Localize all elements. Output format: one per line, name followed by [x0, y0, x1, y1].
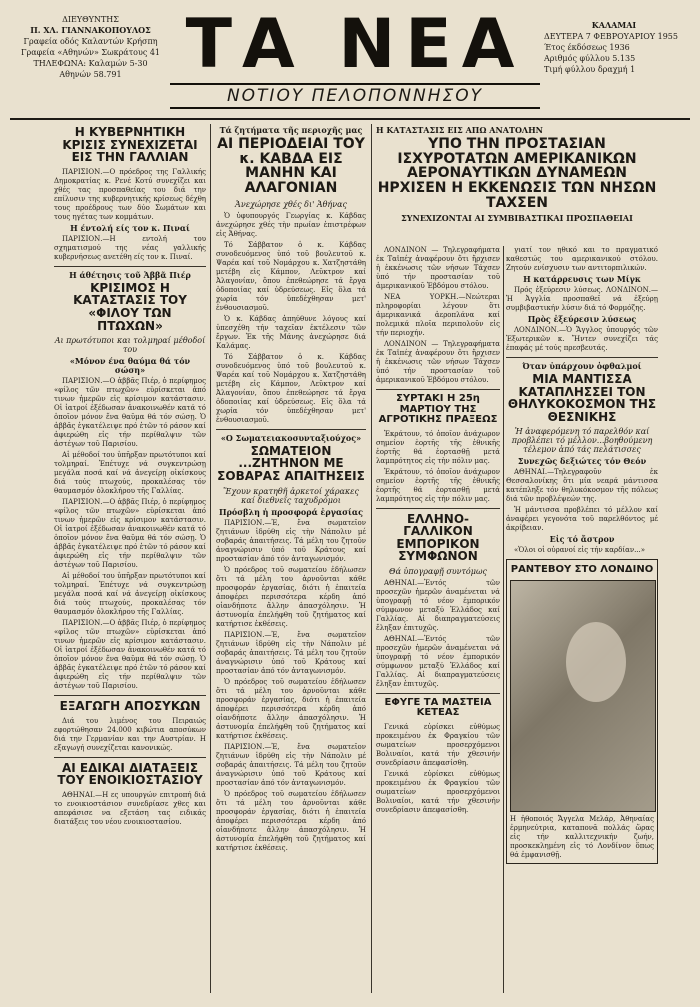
article-headline: ΣΥΡΤΑΚΙ Η 25η ΜΑΡΤΙΟΥ ΤΗΣ ΑΓΡΟΤΙΚΗΣ ΠΡΑΞΕΩΣ	[378, 393, 498, 425]
article-headline: Η ΚΥΒΕΡΝΗΤΙΚΗ ΚΡΙΣΙΣ ΣΥΝΕΧΙΖΕΤΑΙ ΕΙΣ ΤΗΝ ΓΑΛΛΙΑΝ	[62, 125, 198, 165]
article-paragraph: ΑΘΗΝΑΙ.—Ἐντός τῶν προσεχῶν ἡμερῶν ἀναμένεται νά ὑπογραφῇ τό νέον ἐμπορικόν σύμφωνον μεταξύ Ἑλλάδος καί Γαλλίας. Αἱ διαπραγματεύσεις ἔληξαν ἐπιτυχῶς.	[376, 578, 500, 632]
date: ΔΕΥΤΕΡΑ 7 ΦΕΒΡΟΥΑΡΙΟΥ 1955	[544, 32, 678, 41]
article-paragraph: ΠΑΡΙΣΙΟΝ.—Ἐ, ἔνα σωματεῖον ζητιάνων ἱδρύθη εἰς τὴν Νάπολιν μέ σοβαράς ἀπαιτήσεις. Τά μέλη του ζητοῦν ἀναγνώρισιν ὑπό τοῦ Κράτους καί προστασίαν ἀπό τόν ἀνταγωνισμόν.	[216, 630, 366, 675]
article-lead: «Μόνον ένα θαύμα θά τόν σώση»	[69, 356, 191, 376]
article-paragraph: ΑΘΗΝΑΙ.—Η ες υπουργών επιτροπή διά το ενοικιοστάσιον συνεδρίασε χθες και απεφάσισε να εξετάση τας ειδικάς διατάξεις του νέου ενοικιοστασίου.	[54, 790, 206, 826]
article-body	[506, 468, 658, 555]
newspaper-title: ΤΑ ΝΕΑ	[185, 5, 525, 84]
article-body	[376, 246, 500, 385]
separator	[376, 508, 500, 509]
article-subheading: Ἀνεχώρησε χθές δι' Ἀθήνας	[235, 199, 347, 209]
article-subheading: Ἡ ἀναφερόμενη τό παρελθόν καί προβλέπει τό μέλλον...βοηθούμενη τέλεμον ἀπό τάς πελάτισσες	[511, 427, 653, 455]
article-body	[376, 579, 500, 689]
column-divider	[371, 124, 372, 993]
article-subheading: Ἕχουν κρατηθῆ ἀρκετοί χάρακες καί διεθνεῖς ταχυδρόμοι	[223, 486, 359, 505]
article-subheading: Εἰς τό ἄστρον	[549, 534, 615, 545]
article-paragraph: ΠΑΡΙΣΙΟΝ.—Η εντολή του σχηματισμού της νέας γαλλικής κυβερνήσεως ανετέθη είς τον κ. Πιναί.	[54, 234, 206, 261]
newspaper-subtitle: ΝΟΤΙΟΥ ΠΕΛΟΠΟΝΝΗΣΟΥ	[170, 83, 540, 109]
article-paragraph: ΛΟΝΔΙΝΟΝ — Τηλεγραφήματα ἐκ Ταϊπέχ ἀναφέρουν ὅτι ἤρχισεν ἡ ἐκκένωσις τῶν νήσων Τάχσεν ὑπό τήν προστασίαν τοῦ ἀμερικανικοῦ Ἑβδόμου στόλου.	[376, 246, 500, 290]
article-kicker: Η άθέτησις τοῦ Ἀββᾶ Πιέρ	[69, 269, 191, 280]
article-body	[54, 377, 206, 691]
article-paragraph: Ὁ πρόεδρος τοῦ σωματείου ἐδήλωσεν ὅτι τά μέλη του ἀρνοῦνται κάθε προσφοράν ἐργασίας, διότι ἡ ἐπαιτεία ἀποφέρει περισσότερα κέρδη ἀπό οἱανδήποτε ἄλλην ἀπασχόλησιν. Ἡ ἀστυνομία ἐπελήφθη τοῦ ζητήματος καί κατήρτισε ἐκθέσεις.	[216, 677, 366, 740]
article-kicker: Η ΚΑΤΑΣΤΑΣΙΣ ΕΙΣ ΑΠΩ ΑΝΑΤΟΛΗΝ	[376, 125, 543, 135]
director-name: Π. ΧΛ. ΓΙΑΝΝΑΚΟΠΟΥΛΟΣ	[30, 25, 151, 35]
photo-feature	[506, 559, 658, 864]
article-body	[216, 519, 366, 853]
article-kicker: Όταν ὑπάρχουν ὀφθαλμοί	[522, 361, 642, 371]
article-body	[506, 246, 658, 353]
article-headline: ΚΡΙΣΙΜΟΣ Η ΚΑΤΑΣΤΑΣΙΣ ΤΟΥ «ΦΙΛΟΥ ΤΩΝ ΠΤΩΧΩΝ»	[73, 280, 187, 333]
article-paragraph: ΛΟΝΔΙΝΟΝ — Τηλεγραφήματα ἐκ Ταϊπέχ ἀναφέρουν ὅτι ἤρχισεν ἡ ἐκκένωσις τῶν νήσων Τάχσεν ὑπό τήν προστασίαν τοῦ ἀμερικανικοῦ Ἑβδόμου στόλου.	[376, 340, 500, 384]
lead-subheading: ΣΥΝΕΧΙΖΟΝΤΑΙ ΑΙ ΣΥΜΒΙΒΑΣΤΙΚΑΙ ΠΡΟΣΠΑΘΕΙΑΙ	[401, 213, 633, 224]
article-subheading: Η κατάρρευσις των Μίγκ	[523, 274, 641, 284]
photo-caption: Η ἠθοποιός Ἄγγελα Μελάρ, Ἀθηναίας ἐρμηνεύτρια, καταπονᾶ πολλάς ὥρας εἰς τήν καλλιτεχνικήν ζωήν, προσκεκλημένη εἰς τό Λονδίνον ὅπως θά ἐμφανισθῇ.	[510, 814, 654, 859]
article-headline: ΣΩΜΑΤΕΙΟΝ ...ΖΗΤΗΝΟΝ ΜΕ ΣΟΒΑΡΑΣ ΑΠΑΙΤΗΣΕΙΣ	[217, 443, 365, 483]
article-paragraph: Ἐκράτουν, τό ὁποῖον ἀνάχωρον σημείον ἑορτῆς τῆς ἐθνικῆς ἑορτῆς θά ἑορτασθῇ μετά λαμπρότητος εἰς τὴν πόλιν μας.	[376, 429, 500, 465]
masthead	[0, 0, 700, 118]
lead-story-header	[376, 124, 658, 242]
article-paragraph: ΠΑΡΙΣΙΟΝ.—Ο πρόεδρος της Γαλλικής Δημοκρατίας κ. Ρενέ Κοτύ συνεχίζει και χθές τας προσπαθείας του διά την επίλυσιν της κυβερνητικής κρίσεως δέχθη τους προέδρους των δύο Σωμάτων και τους ηγέτας των κομμάτων.	[54, 167, 206, 221]
article-headline: ΜΙΑ ΜΑΝΤΙΣΣΑ ΚΑΤΑΠΛΗΣΣΕΙ ΤΟΝ ΘΗΛΥΚΟΚΟΣΜΟΝ ΤΗΣ ΘΕΣΝΙΚΗΣ	[507, 372, 657, 424]
masthead-rule	[10, 118, 690, 120]
article-paragraph: ΑΘΗΝΑΙ.—Τηλεγραφοῦν ἐκ Θεσσαλονίκης ὅτι μία νεαρά μάντισσα κατέπληξε τόν θηλυκόκοσμον τῆς πόλεως διά τῶν προβλέψεών της.	[506, 468, 658, 504]
article-subheading: Συνεχῶς δεξιώτες τόν Θεόν	[517, 456, 647, 467]
article-paragraph: Πρός ἐξεύρεσιν λύσεως. ΛΟΝΔΙΝΟΝ.—Ἡ Ἀγγλία προσπαθεῖ νά ἐξεύρῃ συμβιβαστικήν λύσιν διά τό Φορμόζης.	[506, 286, 658, 312]
article-paragraph: Γενικά εὑρίσκει εὐθύμως προκειμένου ἐκ Φραγκίου τῶν σωματείων προσερχόμενοι Βολιναίοι, κατά τήν χθεσινήν συνεδρίασιν ἀπεφασίσθη.	[376, 722, 500, 767]
office-line-2: Γραφεία «Αθηνών» Σωκράτους 41	[20, 48, 161, 57]
masthead-title-block	[170, 5, 540, 112]
article-subheading: Αι πρωτότυποι και τολμηραί μέθοδοί του	[54, 336, 206, 355]
article-body	[54, 791, 206, 827]
article-paragraph: Διά του λιμένος του Πειραιώς εφορτώθησαν 24.000 κιβώτια αποσύκων διά την Γερμανίαν και την Αυστρίαν. Η εξαγωγή συνεχίζεται κανονικώς.	[54, 716, 206, 752]
article-paragraph: Αἱ μέθοδοί του ὑπῆρξαν πρωτότυποι καί τολμηραί. Ἐπέτυχε νά συγκεντρώσῃ μεγάλα ποσά καί νά ἀνεγείρῃ οἰκίσκους διά τούς πτωχούς, προκαλέσας τόν θαυμασμόν ὁλοκλήρου τῆς Γαλλίας.	[54, 572, 206, 617]
article-paragraph: ΠΑΡΙΣΙΟΝ.—Ἐ, ἔνα σωματεῖον ζητιάνων ἱδρύθη εἰς τὴν Νάπολιν μέ σοβαράς ἀπαιτήσεις. Τά μέλη του ζητοῦν ἀναγνώρισιν ὑπό τοῦ Κράτους καί προστασίαν ἀπό τόν ἀνταγωνισμόν.	[216, 742, 366, 787]
separator	[506, 357, 658, 358]
article-body	[54, 168, 206, 262]
article-subheading: Η έντολή είς τον κ. Πιναί	[70, 222, 190, 233]
article-subheading: Πρόσβλη ἡ προσφορά ἐργασίας	[219, 506, 363, 517]
column-1	[54, 124, 206, 993]
issue-number: Αριθμός φύλλου 5.135	[544, 54, 636, 63]
office-line-1: Γραφεία οδός Καλαντών Κρήσπη	[23, 37, 158, 46]
separator	[376, 389, 500, 390]
photo-headline: ΡΑΝΤΕΒΟΥ ΣΤΟ ΛΟΝΔΙΝΟ	[510, 564, 654, 576]
article-kicker: Τά ζητήματα τῆς περιοχῆς μας	[219, 125, 363, 135]
city: ΚΑΛΑΜΑΙ	[591, 20, 637, 30]
article-paragraph: ΠΑΡΙΣΙΟΝ.—Ο ἀββᾶς Πιέρ, ὁ περίφημος «φίλος τῶν πτωχῶν» εὑρίσκεται ἀπό τινων ἡμερῶν εἰς κρίσιμον κατάστασιν. Οἱ ἰατροί ἐξέδωσαν ἀνακοινωθέν κατά τό ὁποῖον μόνον ἕνα θαῦμα θά τόν σώσῃ. Ὁ ἀββᾶς ἐγκατέλειψε πρό ἐτῶν τό ράσον καί ἀφιερώθη εἰς τήν περίθαλψιν τῶν ἀστέγων τοῦ Παρισίου.	[54, 377, 206, 449]
article-paragraph: Ὁ πρόεδρος τοῦ σωματείου ἐδήλωσεν ὅτι τά μέλη του ἀρνοῦνται κάθε προσφοράν ἐργασίας, διότι ἡ ἐπαιτεία ἀποφέρει περισσότερα κέρδη ἀπό οἱανδήποτε ἄλλην ἀπασχόλησιν. Ἡ ἀστυνομία ἐπελήφθη τοῦ ζητήματος καί κατήρτισε ἐκθέσεις.	[216, 565, 366, 628]
article-paragraph: ΝΕΑ ΥΟΡΚΗ.—Νεώτεραι πληροφορίαι λέγουν ὅτι ἀμερικανικά ἀεροπλάνα καί πολεμικά πλοῖα περιπολοῦν εἰς τήν περιοχήν.	[376, 293, 500, 337]
article-subheading: Πρὸς ἐξεύρεσιν λύσεως	[527, 314, 637, 324]
article-paragraph: γιατί τον ηθικό και το πραγματικό καθεστώς του αμερικανικού στόλου. Ζητούν ενίσχυσιν των αντιτορπιλικών.	[506, 246, 658, 272]
column-4	[506, 246, 658, 993]
portrait-photo	[510, 580, 656, 812]
article-paragraph: «Ὁλοι οἱ οὐρανοί εἰς τήν καρδίαν...»	[514, 546, 646, 555]
article-body	[376, 430, 500, 504]
article-kicker: «Ο Σωματειακοσυνταξιούχος»	[220, 432, 362, 443]
article-headline: ΑΙ ΕΔΙΚΑΙ ΔΙΑΤΑΞΕΙΣ ΤΟΥ ΕΝΟΙΚΙΟΣΤΑΣΙΟΥ	[57, 760, 203, 788]
article-paragraph: Γενικά εὑρίσκει εὐθύμως προκειμένου ἐκ Φραγκίου τῶν σωματείων προσερχόμενοι Βολιναίοι, κατά τήν χθεσινήν συνεδρίασιν ἀπεφασίσθη.	[376, 769, 500, 814]
article-paragraph: Ἐκράτουν, τό ὁποῖον ἀνάχωρον σημείον ἑορτῆς τῆς ἐθνικῆς ἑορτῆς θά ἑορτασθῇ μετά λαμπρότητος εἰς τὴν πόλιν μας.	[376, 467, 500, 503]
article-paragraph: Αἱ μέθοδοί του ὑπῆρξαν πρωτότυποι καί τολμηραί. Ἐπέτυχε νά συγκεντρώσῃ μεγάλα ποσά καί νά ἀνεγείρῃ οἰκίσκους διά τούς πτωχούς, προκαλέσας τόν θαυμασμόν ὁλοκλήρου τῆς Γαλλίας.	[54, 451, 206, 496]
article-headline: ΕΦΥΓΕ ΤΑ ΜΑΣΤΕΙΑ ΚΕΤΕΑΣ	[384, 696, 492, 719]
director-label: ΔΙΕΥΘΥΝΤΗΣ	[62, 15, 119, 24]
masthead-right	[544, 20, 684, 75]
separator	[54, 757, 206, 758]
separator	[216, 429, 366, 430]
article-body	[54, 717, 206, 753]
separator	[54, 695, 206, 696]
masthead-left	[18, 14, 163, 80]
article-subheading: Θά ὑπογραφῇ συντόμως	[389, 566, 487, 576]
article-paragraph: Ὁ κ. Κάβδας ἀπηύθυνε λόγους καί ὑπεσχέθη τήν ταχεῖαν ἐκτέλεσιν τῶν ἔργων. Ἐκ τῆς Μάνης ἀνεχώρησε διά Καλάμας.	[216, 314, 366, 350]
phones-label: ΤΗΛΕΦΩΝΑ:	[33, 59, 87, 68]
article-body	[216, 212, 366, 425]
article-paragraph: ΠΑΡΙΣΙΟΝ.—Ο ἀββᾶς Πιέρ, ὁ περίφημος «φίλος τῶν πτωχῶν» εὑρίσκεται ἀπό τινων ἡμερῶν εἰς κρίσιμον κατάστασιν. Οἱ ἰατροί ἐξέδωσαν ἀνακοινωθέν κατά τό ὁποῖον μόνον ἕνα θαῦμα θά τόν σώσῃ. Ὁ ἀββᾶς ἐγκατέλειψε πρό ἐτῶν τό ράσον καί ἀφιερώθη εἰς τήν περίθαλψιν τῶν ἀστέγων τοῦ Παρισίου.	[54, 619, 206, 691]
column-2	[216, 124, 366, 993]
article-paragraph: ΠΑΡΙΣΙΟΝ.—Ἐ, ἔνα σωματεῖον ζητιάνων ἱδρύθη εἰς τὴν Νάπολιν μέ σοβαράς ἀπαιτήσεις. Τά μέλη του ζητοῦν ἀναγνώρισιν ὑπό τοῦ Κράτους καί προστασίαν ἀπό τόν ἀνταγωνισμόν.	[216, 518, 366, 563]
column-divider	[210, 124, 211, 993]
article-headline: ΑΙ ΠΕΡΙΟΔΕΙΑΙ ΤΟΥ κ. ΚΑΒΔΑ ΕΙΣ ΜΑΝΗΝ ΚΑΙ ΑΛΑΓΟΝΙΑΝ	[217, 136, 365, 197]
phones-kalamata: Καλαμών 5-30	[88, 59, 148, 68]
article-paragraph: Τό Σάββατον ὁ κ. Κάβδας συνοδευόμενος ὑπό τοῦ βουλευτοῦ κ. Ψαρέα καί τοῦ Νομάρχου κ. Χατζηστάθη μετέβη εἰς Κάμπον, Λεῦκτρον καί Ἀλαγονίαν, ὅπου ἐπεθεώρησε τά ἔργα ὁδοποιίας καί ὑδρεύσεως. Εἰς ὅλα τά χωρία τόν ὑπεδέχθησαν μετ' ἐνθουσιασμοῦ.	[216, 352, 366, 424]
article-paragraph: ΑΘΗΝΑΙ.—Ἐντός τῶν προσεχῶν ἡμερῶν ἀναμένεται νά ὑπογραφῇ τό νέον ἐμπορικόν σύμφωνον μεταξύ Ἑλλάδος καί Γαλλίας. Αἱ διαπραγματεύσεις ἔληξαν ἐπιτυχῶς.	[376, 634, 500, 688]
article-paragraph: Ὁ ὑφυπουργός Γεωργίας κ. Κάβδας ἀνεχώρησε χθές τὴν πρωίαν ἐπιστρέφων εἰς Ἀθήνας.	[216, 211, 366, 238]
lead-headline: ΥΠΟ ΤΗΝ ΠΡΟΣΤΑΣΙΑΝ ΙΣΧΥΡΟΤΑΤΩΝ ΑΜΕΡΙΚΑΝΙΚΩΝ ΑΕΡΟΝΑΥΤΙΚΩΝ ΔΥΝΑΜΕΩΝ ΗΡΧΙΣΕΝ Η ΕΚΚΕΝΩΣΙΣ ΤΩΝ ΝΗΣΩΝ ΤΑΧΣΕΝ	[377, 136, 657, 211]
price: Τιμή φύλλου δραχμή 1	[544, 65, 636, 74]
article-body	[376, 723, 500, 815]
article-headline: ΕΛΛΗΝΟ-ΓΑΛΛΙΚΟΝ ΕΜΠΟΡΙΚΟΝ ΣΥΜΦΩΝΟΝ	[396, 511, 480, 564]
article-headline: ΕΞΑΓΩΓΗ ΑΠΟΣΥΚΩΝ	[59, 699, 201, 714]
column-divider	[503, 246, 504, 993]
phones-athens: Αθηνών 58.791	[59, 70, 122, 79]
year-of-publication: Έτος έκδόσεως 1936	[544, 43, 630, 52]
portrait-face	[566, 622, 626, 702]
article-paragraph: ΠΑΡΙΣΙΟΝ.—Ο ἀββᾶς Πιέρ, ὁ περίφημος «φίλος τῶν πτωχῶν» εὑρίσκεται ἀπό τινων ἡμερῶν εἰς κρίσιμον κατάστασιν. Οἱ ἰατροί ἐξέδωσαν ἀνακοινωθέν κατά τό ὁποῖον μόνον ἕνα θαῦμα θά τόν σώσῃ. Ὁ ἀββᾶς ἐγκατέλειψε πρό ἐτῶν τό ράσον καί ἀφιερώθη εἰς τήν περίθαλψιν τῶν ἀστέγων τοῦ Παρισίου.	[54, 498, 206, 570]
article-paragraph: Ὁ πρόεδρος τοῦ σωματείου ἐδήλωσεν ὅτι τά μέλη του ἀρνοῦνται κάθε προσφοράν ἐργασίας, διότι ἡ ἐπαιτεία ἀποφέρει περισσότερα κέρδη ἀπό οἱανδήποτε ἄλλην ἀπασχόλησιν. Ἡ ἀστυνομία ἐπελήφθη τοῦ ζητήματος καί κατήρτισε ἐκθέσεις.	[216, 789, 366, 852]
article-paragraph: Ἡ μάντισσα προβλέπει τό μέλλον καί ἀναφέρει γεγονότα τοῦ παρελθόντος μέ ἀκρίβειαν.	[506, 506, 658, 533]
separator	[376, 693, 500, 694]
article-paragraph: ΛΟΝΔΙΝΟΝ.—Ὁ Ἄγγλος ὑπουργός τῶν Ἐξωτερικῶν κ. Ἤντεν συνεχίζει τάς ἐπαφάς μέ τούς πρεσβευτάς.	[506, 326, 658, 352]
article-paragraph: Τό Σάββατον ὁ κ. Κάβδας συνοδευόμενος ὑπό τοῦ βουλευτοῦ κ. Ψαρέα καί τοῦ Νομάρχου κ. Χατζηστάθη μετέβη εἰς Κάμπον, Λεῦκτρον καί Ἀλαγονίαν, ὅπου ἐπεθεώρησε τά ἔργα ὁδοποιίας καί ὑδρεύσεως. Εἰς ὅλα τά χωρία τόν ὑπεδέχθησαν μετ' ἐνθουσιασμοῦ.	[216, 240, 366, 312]
separator	[54, 266, 206, 267]
column-3	[376, 246, 500, 993]
